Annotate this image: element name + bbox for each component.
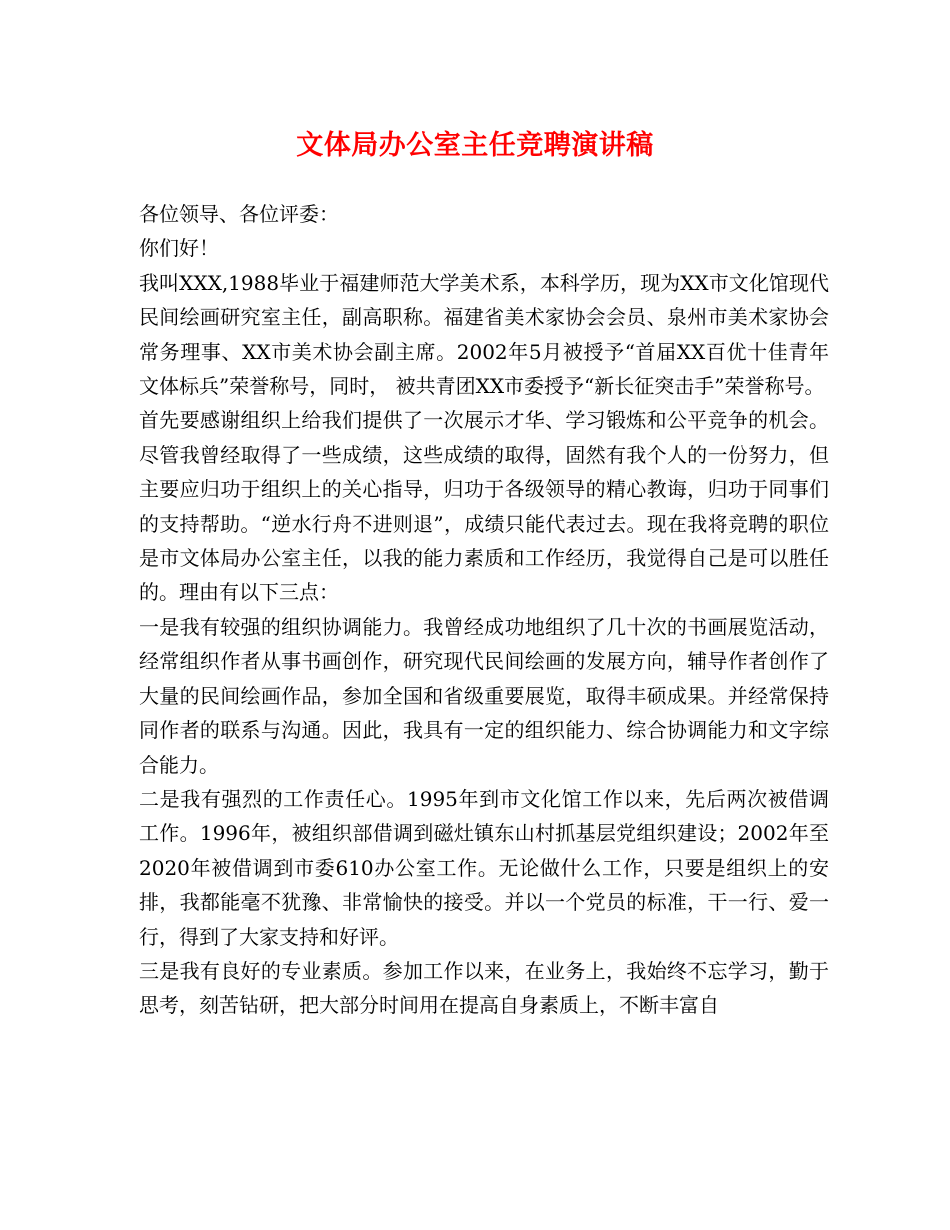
paragraph-reason-two: 二是我有强烈的工作责任心。1995年到市文化馆工作以来，先后两次被借调工作。1996年，被组织部借调到磁灶镇东山村抓基层党组织建设；2002年至2020年被借调到市委610办公室工作。无论做什么工作，只要是组织上的安排，我都能毫不犹豫、非常愉快的接受。并以一个党员的标准，干一行、爱一行，得到了大家支持和好评。 [139, 786, 829, 949]
paragraph-introduction: 我叫XXX,1988毕业于福建师范大学美术系，本科学历，现为XX市文化馆现代民间绘画研究室主任，副高职称。福建省美术家协会会员、泉州市美术家协会常务理事、XX市美术协会副主席。2002年5月被授予“首届XX百优十佳青年文体标兵”荣誉称号，同时， 被共青团XX市委授予“新长征突击手”荣誉称号。 [139, 270, 829, 399]
paragraph-salutation: 各位领导、各位评委： [139, 202, 339, 226]
document-title: 文体局办公室主任竞聘演讲稿 [296, 130, 654, 161]
paragraph-reason-one: 一是我有较强的组织协调能力。我曾经成功地组织了几十次的书画展览活动，经常组织作者从事书画创作，研究现代民间绘画的发展方向，辅导作者创作了大量的民间绘画作品，参加全国和省级重要展览，取得丰硕成果。并经常保持同作者的联系与沟通。因此，我具有一定的组织能力、综合协调能力和文字综合能力。 [139, 614, 829, 777]
paragraph-reason-three: 三是我有良好的专业素质。参加工作以来，在业务上，我始终不忘学习，勤于思考，刻苦钻研，把大部分时间用在提高自身素质上，不断丰富自 [139, 958, 829, 1018]
paragraph-thanks: 首先要感谢组织上给我们提供了一次展示才华、学习锻炼和公平竞争的机会。尽管我曾经取得了一些成绩，这些成绩的取得，固然有我个人的一份努力，但主要应归功于组织上的关心指导，归功于各级领导的精心教诲，归功于同事们的支持帮助。“逆水行舟不进则退”，成绩只能代表过去。现在我将竞聘的职位是市文体局办公室主任，以我的能力素质和工作经历，我觉得自己是可以胜任的。理由有以下三点： [139, 408, 829, 605]
paragraph-greeting: 你们好！ [139, 236, 219, 261]
document-body [139, 197, 829, 1023]
